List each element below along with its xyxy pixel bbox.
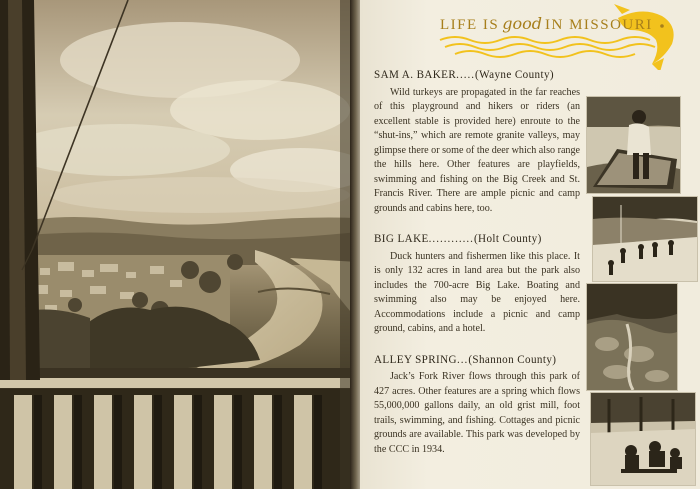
photo-woman-in-boat (586, 96, 681, 194)
county-name: (Wayne County) (475, 69, 555, 81)
page-banner (360, 0, 700, 70)
entry-heading (374, 353, 580, 368)
entry-heading (374, 68, 580, 83)
leader-dots: ... (456, 353, 469, 366)
entry-body: Wild turkeys are propagated in the far reaches of this playground and hikers or riders (an excellent stable is provided here) enroute to the “shut-ins,” which are remote granite valleys, may glimpse there or some of the deer which also range the hills here. Other features are playfields, swimming and fishing on the Big Creek and St. Francis River. There are ample picnic and camp grounds and cabins here, too. (374, 86, 581, 214)
leader-dots: ............ (428, 233, 474, 245)
entry-alley-spring (374, 353, 580, 458)
park-name: BIG LAKE (374, 233, 429, 245)
photo-spring-rocks (586, 283, 678, 391)
photo-beach-swimmers (592, 196, 698, 282)
entry-body: Duck hunters and fishermen like this place. It is only 132 acres in land area but the park also includes the 700-acre Big Lake. Boating and swimming also may be enjoyed here. Accommodations include a picnic and camp ground, cabins, and a hotel. (374, 250, 580, 334)
text-page (360, 0, 700, 489)
banner-title (440, 14, 653, 34)
county-name: (Holt County) (473, 233, 542, 245)
park-name: ALLEY SPRING (374, 353, 457, 366)
banner-suffix: IN MISSOURI (545, 17, 653, 33)
wave-ornament (360, 0, 700, 70)
park-descriptions (374, 68, 580, 473)
entry-big-lake (374, 232, 580, 337)
photo-picnic-grounds (590, 392, 696, 486)
entry-sam-a-baker (374, 68, 580, 216)
entry-heading (374, 232, 580, 247)
entry-body: Jack’s Fork River flows through this park of 427 acres. Other features are a spring which flows 55,000,000 gallons daily, an old grist mill, foot trails, swimming, and fishing. Cottages and picnic grounds are available. This park was developed by the CCC in 1934. (374, 371, 580, 455)
leader-dots: ..... (456, 69, 476, 81)
banner-emphasis: good (502, 14, 542, 33)
park-name: SAM A. BAKER (374, 69, 457, 81)
banner-prefix: LIFE IS (440, 17, 500, 33)
county-name: (Shannon County) (468, 353, 557, 366)
